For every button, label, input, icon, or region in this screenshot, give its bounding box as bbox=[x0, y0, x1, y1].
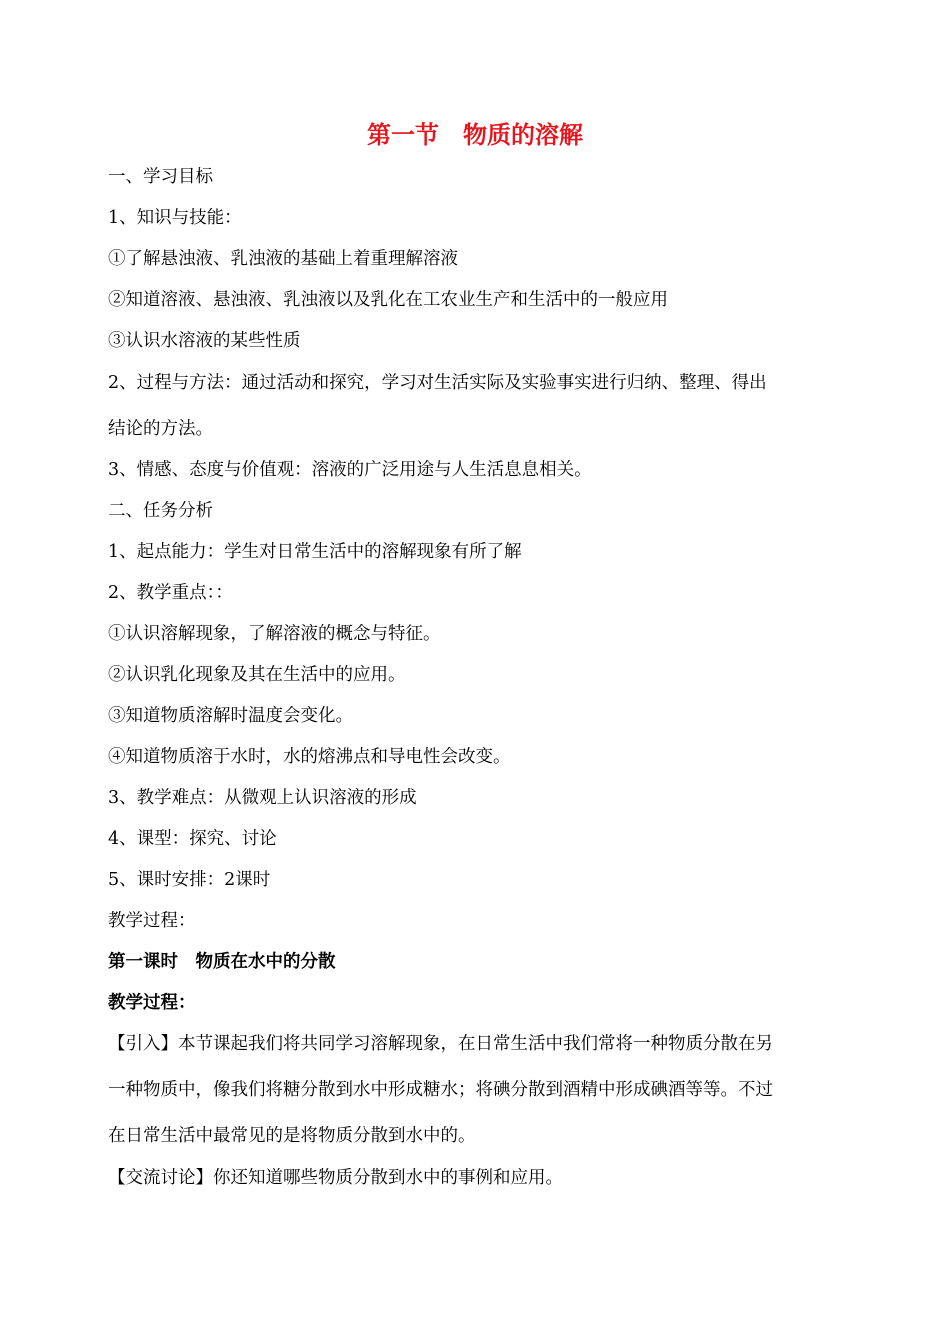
goal-item-2: ②知道溶液、悬浊液、乳浊液以及乳化在工农业生产和生活中的一般应用 bbox=[108, 290, 668, 310]
discussion-line: 【交流讨论】你还知道哪些物质分散到水中的事例和应用。 bbox=[108, 1168, 563, 1188]
goal-item-1: ①了解悬浊液、乳浊液的基础上着重理解溶液 bbox=[108, 249, 458, 269]
teaching-process-label: 教学过程： bbox=[108, 911, 196, 931]
focus-item-3: ③知道物质溶解时温度会变化。 bbox=[108, 706, 353, 726]
section-heading-goals: 一、学习目标 bbox=[108, 167, 213, 187]
lesson-schedule-line: 5、课时安排：2课时 bbox=[108, 870, 271, 890]
emotion-values-line: 3、情感、态度与价值观：溶液的广泛用途与人生活息息相关。 bbox=[108, 460, 592, 480]
lesson-type-line: 4、课型：探究、讨论 bbox=[108, 829, 277, 849]
focus-item-2: ②认识乳化现象及其在生活中的应用。 bbox=[108, 665, 406, 685]
teaching-difficulty-line: 3、教学难点：从微观上认识溶液的形成 bbox=[108, 788, 417, 808]
goal-item-3: ③认识水溶液的某些性质 bbox=[108, 331, 301, 351]
teaching-process-heading: 教学过程： bbox=[108, 993, 196, 1013]
subheading-knowledge-skills: 1、知识与技能： bbox=[108, 208, 242, 228]
focus-item-4: ④知道物质溶于水时，水的熔沸点和导电性会改变。 bbox=[108, 747, 511, 767]
focus-item-1: ①认识溶解现象，了解溶液的概念与特征。 bbox=[108, 624, 441, 644]
process-method-line-1: 2、过程与方法：通过活动和探究，学习对生活实际及实验事实进行归纳、整理、得出 bbox=[108, 373, 767, 393]
document-title: 第一节 物质的溶解 bbox=[367, 120, 583, 149]
introduction-line-1: 【引入】本节课起我们将共同学习溶解现象，在日常生活中我们常将一种物质分散在另 bbox=[108, 1034, 773, 1054]
lesson-one-heading: 第一课时 物质在水中的分散 bbox=[108, 952, 336, 972]
section-heading-task-analysis: 二、任务分析 bbox=[108, 501, 213, 521]
starting-ability-line: 1、起点能力：学生对日常生活中的溶解现象有所了解 bbox=[108, 542, 522, 562]
teaching-focus-heading: 2、教学重点：： bbox=[108, 583, 233, 603]
process-method-line-2: 结论的方法。 bbox=[108, 419, 213, 439]
introduction-line-2: 一种物质中，像我们将糖分散到水中形成糖水；将碘分散到酒精中形成碘酒等等。不过 bbox=[108, 1080, 773, 1100]
introduction-line-3: 在日常生活中最常见的是将物质分散到水中的。 bbox=[108, 1126, 476, 1146]
